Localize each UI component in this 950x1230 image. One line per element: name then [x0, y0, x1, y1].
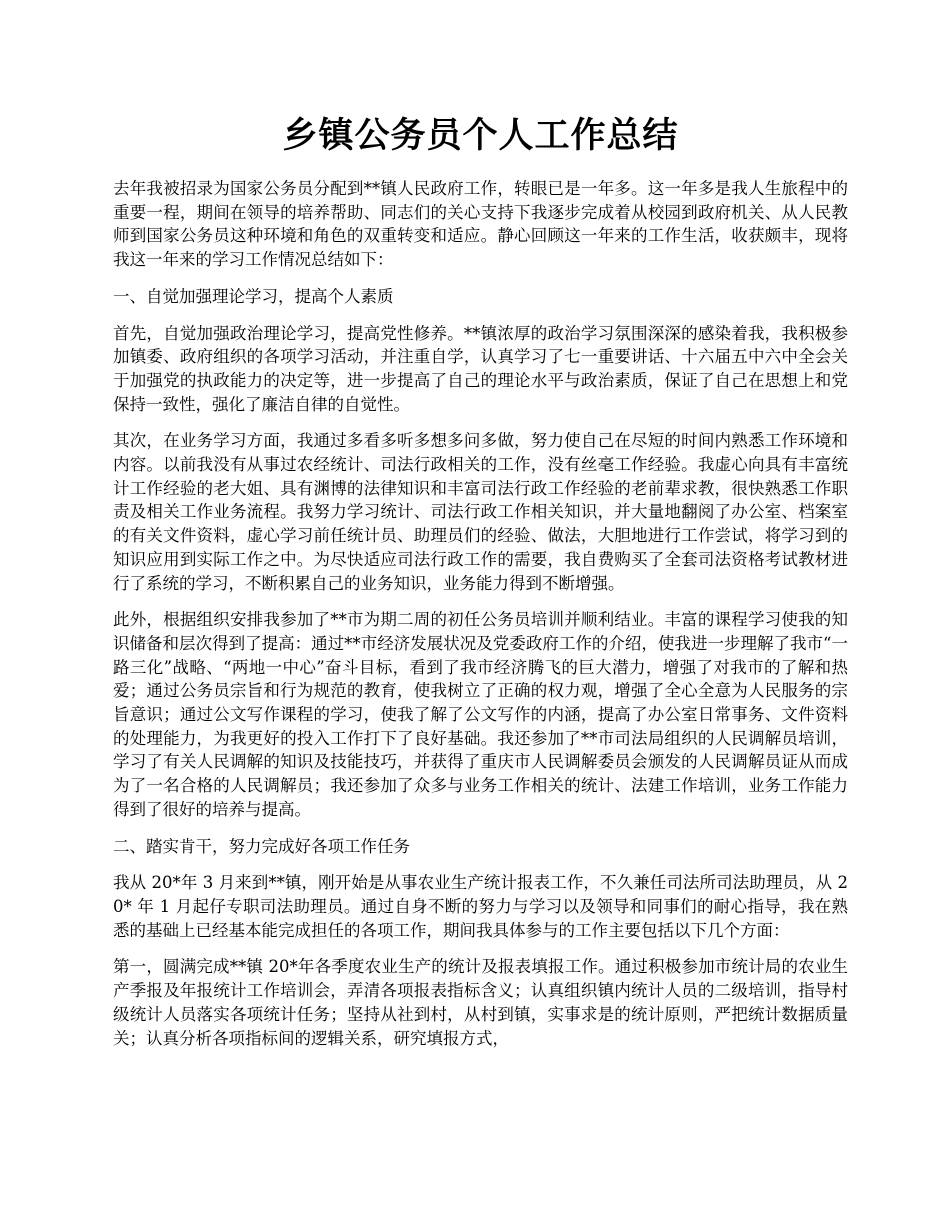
- paragraph-statistics-work: 第一，圆满完成**镇 20*年各季度农业生产的统计及报表填报工作。通过积极参加市统计局的农业生产季报及年报统计工作培训会，弄清各项报表指标含义；认真组织镇内统计人员的二级培训，指导村级统计人员落实各项统计任务；坚持从社到村，从村到镇，实事求是的统计原则，严把统计数据质量关；认真分析各项指标间的逻辑关系，研究填报方式，: [113, 957, 848, 1048]
- paragraph-business-study: 其次，在业务学习方面，我通过多看多听多想多问多做，努力使自己在尽短的时间内熟悉工作环境和内容。以前我没有从事过农经统计、司法行政相关的工作，没有丝毫工作经验。我虚心向具有丰富统计工作经验的老大姐、具有渊博的法律知识和丰富司法行政工作经验的老前辈求教，很快熟悉工作职责及相关工作业务流程。我努力学习统计、司法行政工作相关知识，并大量地翻阅了办公室、档案室的有关文件资料，虚心学习前任统计员、助理员们的经验、做法，大胆地进行工作尝试，将学习到的知识应用到实际工作之中。为尽快适应司法行政工作的需要，我自费购买了全套司法资格考试教材进行了系统的学习，不断积累自己的业务知识，业务能力得到不断增强。: [113, 431, 848, 593]
- document-title: 乡镇公务员个人工作总结: [282, 115, 679, 156]
- paragraph-political-study: 首先，自觉加强政治理论学习，提高党性修养。**镇浓厚的政治学习氛围深深的感染着我，我积极参加镇委、政府组织的各项学习活动，并注重自学，认真学习了七一重要讲话、十六届五中六中全会关于加强党的执政能力的决定等，进一步提高了自己的理论水平与政治素质，保证了自己在思想上和党保持一致性，强化了廉洁自律的自觉性。: [113, 323, 848, 414]
- document-body: [113, 177, 848, 1063]
- paragraph-work-history: 我从 20*年 3 月来到**镇，刚开始是从事农业生产统计报表工作，不久兼任司法所司法助理员，从 20* 年 1 月起仔专职司法助理员。通过自身不断的努力与学习以及领导和同事们的耐心指导，我在熟悉的基础上已经基本能完成担任的各项工作，期间我具体参与的工作主要包括以下几个方面：: [113, 873, 848, 940]
- paragraph-intro: 去年我被招录为国家公务员分配到**镇人民政府工作，转眼已是一年多。这一年多是我人生旅程中的重要一程，期间在领导的培养帮助、同志们的关心支持下我逐步完成着从校园到政府机关、从人民教师到国家公务员这种环境和角色的双重转变和适应。静心回顾这一年来的工作生活，收获颇丰，现将我这一年来的学习工作情况总结如下：: [113, 179, 848, 270]
- paragraph-training: 此外，根据组织安排我参加了**市为期二周的初任公务员培训并顺利结业。丰富的课程学习使我的知识储备和层次得到了提高：通过**市经济发展状况及党委政府工作的介绍，使我进一步理解了我市“一路三化”战略、“两地一中心”奋斗目标，看到了我市经济腾飞的巨大潜力，增强了对我市的了解和热爱；通过公务员宗旨和行为规范的教育，使我树立了正确的权力观，增强了全心全意为人民服务的宗旨意识；通过公文写作课程的学习，使我了解了公文写作的内涵，提高了办公室日常事务、文件资料的处理能力，为我更好的投入工作打下了良好基础。我还参加了**市司法局组织的人民调解员培训，学习了有关人民调解的知识及技能技巧，并获得了重庆市人民调解委员会颁发的人民调解员证从而成为了一名合格的人民调解员；我还参加了众多与业务工作相关的统计、法建工作培训，业务工作能力得到了很好的培养与提高。: [113, 610, 848, 819]
- section-heading-1: 一、自觉加强理论学习，提高个人素质: [113, 286, 394, 306]
- section-heading-2: 二、踏实肯干，努力完成好各项工作任务: [113, 836, 410, 856]
